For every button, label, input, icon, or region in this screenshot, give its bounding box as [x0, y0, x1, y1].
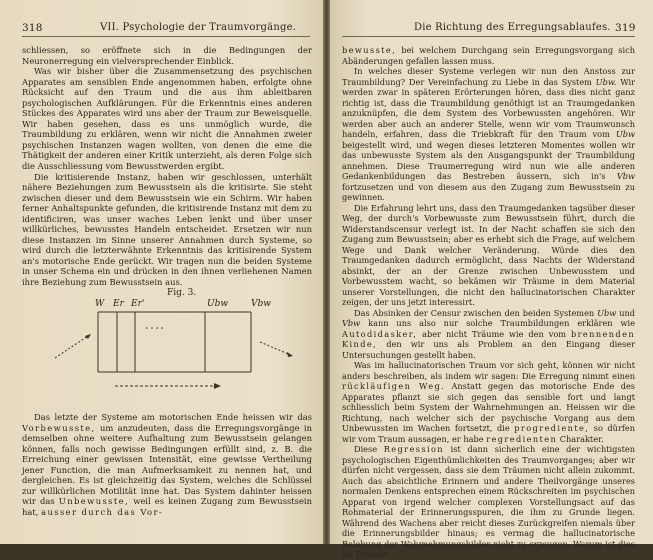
figure-label-vbw: Vbw — [251, 299, 271, 309]
figure-3 — [55, 288, 315, 398]
right-para-5: Was im hallucinatorischen Traum vor sich geht, können wir nicht anders beschreiben, als indem wir sagen: Die Erregung nimmt einen rückläufigen Weg. Anstatt gegen das motorische Ende des Apparates pflanzt sie sich gegen das sensible fort und langt schliesslich beim System der Wahrnehmungen an. Heissen wir die Richtung, nach welcher sich der psychische Vorgang aus dem Unbewussten im Wachen fortsetzt, die progrediente, so dürfen wir vom Traum aussagen, er habe regredienten Charakter. — [342, 360, 636, 444]
right-para-6: Diese Regression ist dann sicherlich eine der wichtigsten psychologischen Eigenthümlichkeiten des Traumvorganges; aber wir dürfen nicht vergessen, dass sie dem Träumen nicht allein zukommt. Auch das absichtliche Erinnern und andere Theilvorgänge unseres normalen Denkens entsprechen einem Rückschreiten im psychischen Apparat von irgend welcher complexen Vorstellungsact auf das Rohmaterial der Erinnerungsspuren, die ihm zu Grunde liegen. Während des Wachens aber reicht dieses Zurückgreifen niemals über die Erinnerungsbilder hinaus; es vermag die hallucinatorische Belebung der Wahrnehmungsbilder nicht zu erzeugen. Warum ist dies im Traume — [342, 444, 636, 559]
running-header-left: VII. Psychologie der Traumvorgänge. — [100, 22, 297, 33]
right-text — [342, 45, 635, 560]
figure-title: Fig. 3. — [167, 288, 197, 298]
page-number-right: 319 — [615, 22, 636, 34]
figure-arrowhead-bottom — [214, 383, 221, 389]
page-number-left: 318 — [22, 22, 43, 34]
header-rule-left — [22, 36, 310, 37]
right-para-3: Die Erfahrung lehrt uns, dass den Traumgedanken tagsüber dieser Weg, der durch's Vorbewusste zum Bewusstsein führt, durch die Widerstandscensur verlegt ist. In der Nacht schaffen sie sich den Zugang zum Bewusstsein; aber es erhebt sich die Frage, auf welchem Wege und Dank welcher Veränderung. Würde dies den Traumgedanken dadurch ermöglicht, dass Nachts der Widerstand absinkt, der an der Grenze zwischen Unbewusstem und Vorbewusstem wacht, so bekämen wir Träume in dem Material unserer Vorstellungen, die nicht den hallucinatorischen Charakter zeigen, der uns jetzt interessirt. — [342, 202, 635, 307]
left-para-1: schliessen, so eröffnete sich in die Bedingungen der Neuronerregung ein vielversprechender Einblick. — [22, 45, 312, 66]
right-para-2: In welches dieser Systeme verlegen wir nun den Anstoss zur Traumbildung? Der Vereinfachung zu Liebe in das System Ubw. Wir werden zwar in späteren Erörterungen hören, dass dies nicht ganz richtig ist, dass die Traumbildung genöthigt ist an Traumgedanken anzuknüpfen, die dem System des Vorbewussten angehören. Wir werden aber auch an anderer Stelle, wenn wir vom Traumwunsch handeln, erfahren, dass die Triebkraft für den Traum vom Ubw beigestellt wird, und wegen dieses letzteren Momentes wollen wir das unbewusste System als den Ausgangspunkt der Traumbildung annehmen. Diese Traumerregung wird nun wie alle anderen Gedankenbildungen das Bestreben äussern, sich in's Vbw fortzusetzen und von diesem aus den Zugang zum Bewusstsein zu gewinnen. — [342, 66, 635, 202]
figure-arrowhead-left — [85, 334, 91, 339]
left-text-top — [22, 45, 312, 288]
right-para-1: bewusste, bei welchem Durchgang sein Erregungsvorgang sich Abänderungen gefallen lassen muss. — [342, 45, 635, 66]
right-page — [330, 0, 653, 559]
left-text-bottom — [22, 412, 312, 517]
figure-arrowhead-right — [287, 352, 293, 357]
book-gutter — [323, 0, 330, 544]
figure-diagram — [55, 288, 315, 398]
right-para-4: Das Absinken der Censur zwischen den beiden Systemen Ubw und Vbw kann uns also nur solche Traumbildungen erklären wie Autodidasker, aber nicht Träume wie den vom brennenden Kinde, den wir uns als Problem an den Eingang dieser Untersuchungen gestellt haben. — [342, 307, 635, 360]
left-para-4: Das letzte der Systeme am motorischen Ende heissen wir das Vorbewusste, um anzudeuten, dass die Erregungsvorgänge in demselben ohne weitere Aufhaltung zum Bewusstsein gelangen können, falls noch gewisse Bedingungen erfüllt sind, z. B. die Erreichung einer gewissen Intensität, eine gewisse Vertheilung jener Function, die man Aufmerksamkeit zu nennen hat, und dergleichen. Es ist gleichzeitig das System, welches die Schlüssel zur willkürlichen Motilität inne hat. Das System dahinter heissen wir das Unbewusste, weil es keinen Zugang zum Bewusstsein hat, ausser durch das Vor- — [22, 412, 312, 517]
header-rule-right — [342, 36, 635, 37]
figure-label-er-prime: Er' — [131, 299, 145, 309]
figure-label-ubw: Ubw — [207, 299, 229, 309]
figure-label-er: Er — [113, 299, 124, 309]
left-page — [0, 0, 323, 544]
figure-label-w: W — [95, 299, 105, 309]
figure-input-arrow — [55, 334, 91, 358]
running-header-right: Die Richtung des Erregungsablaufes. — [414, 22, 611, 33]
left-para-2: Was wir bisher über die Zusammensetzung des psychischen Apparates am sensiblen Ende angenommen haben, erfolgte ohne Rücksicht auf den Traum und die aus ihm ableitbaren psychologischen Aufklärungen. Für die Erkenntnis eines anderen Stückes des Apparates wird uns aber der Traum zur Beweisquelle. Wir haben gesehen, dass es uns unmöglich wurde, die Traumbildung zu erklären, wenn wir nicht die Annahmen zweier psychischen Instanzen wagen wollten, von denen die eine die Thätigkeit der anderen einer Kritik unterzieht, als deren Folge sich die Ausschliessung vom Bewusstwerden ergibt. — [22, 66, 312, 172]
left-para-3: Die kritisierende Instanz, haben wir geschlossen, unterhält nähere Beziehungen zum Bewusstsein als die kritisirte. Sie steht zwischen dieser und dem Bewusstsein wie ein Schirm. Wir haben ferner Anhaltspunkte gefunden, die kritisirende Instanz mit dem zu identificiren, was unser waches Leben lenkt und über unser willkürliches, bewusstes Handeln entscheidet. Ersetzen wir nun diese Instanzen im Sinne unserer Annahmen durch Systeme, so wird durch die letzterwähnte Erkenntnis das kritisirende System an's motorische Ende gerückt. Wir tragen nun die beiden Systeme in unser Schema ein und drücken in den ihnen verliehenen Namen ihre Beziehung zum Bewusstsein aus. — [22, 171, 312, 288]
